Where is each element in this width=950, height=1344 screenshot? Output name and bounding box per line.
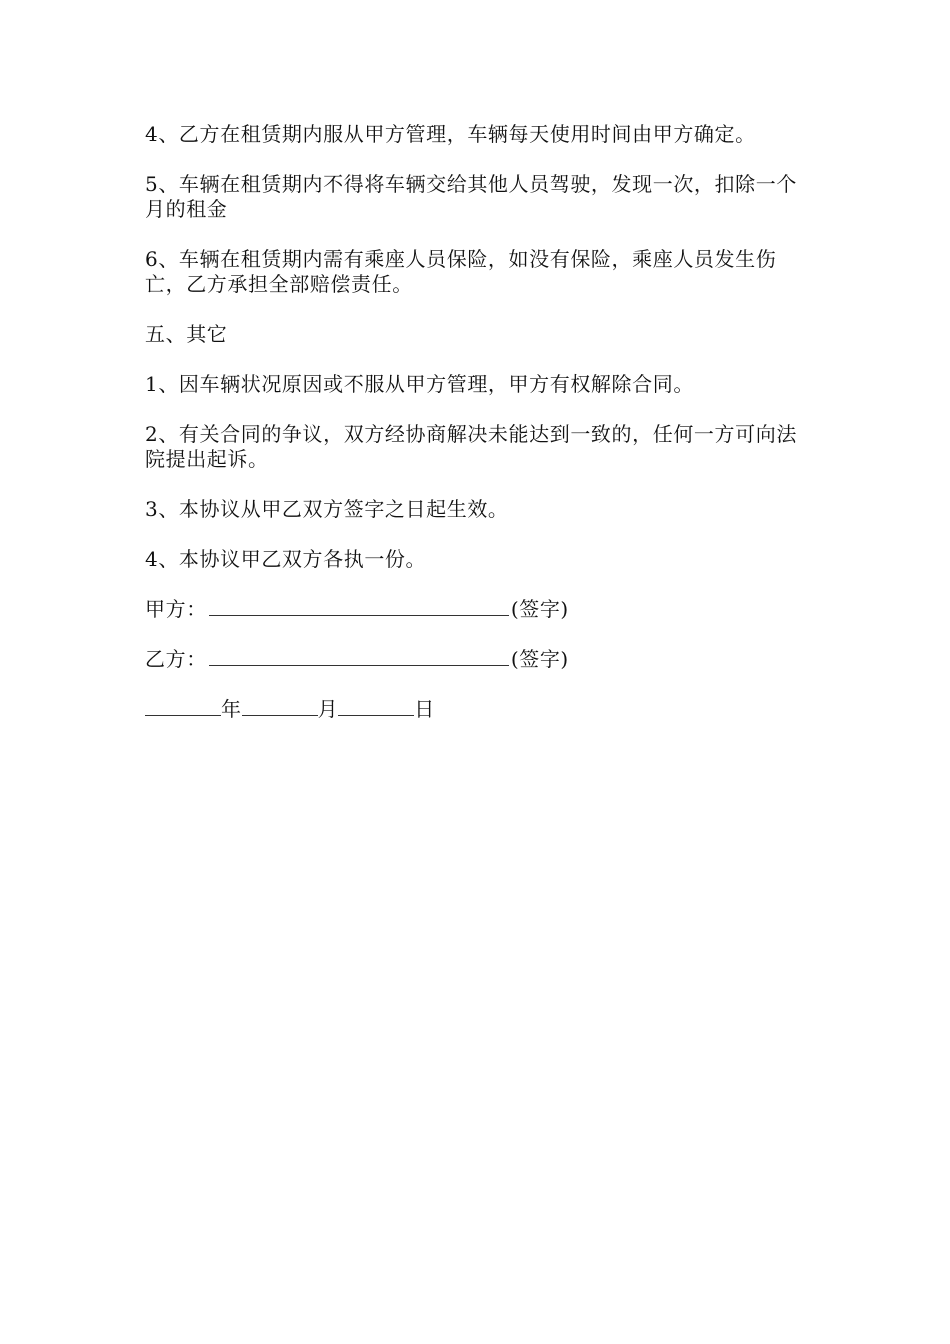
party-b-label: 乙方： — [145, 647, 207, 671]
year-blank[interactable] — [145, 697, 221, 716]
party-a-signature-line[interactable] — [209, 597, 509, 616]
clause-4-6: 6、车辆在租赁期内需有乘座人员保险，如没有保险，乘座人员发生伤亡，乙方承担全部赔偿责任。 — [145, 247, 777, 296]
party-a-signature-row — [145, 597, 807, 622]
document-body — [145, 122, 807, 747]
clause-5-1: 1、因车辆状况原因或不服从甲方管理，甲方有权解除合同。 — [145, 372, 694, 396]
clause-5-4: 4、本协议甲乙双方各执一份。 — [145, 547, 427, 571]
day-label: 日 — [414, 697, 435, 721]
party-b-sign-note: (签字) — [510, 647, 569, 671]
party-a-sign-note: (签字) — [510, 597, 569, 621]
party-b-signature-line[interactable] — [209, 647, 509, 666]
month-label: 月 — [317, 697, 339, 721]
month-blank[interactable] — [242, 697, 318, 716]
clause-5-2: 2、有关合同的争议，双方经协商解决未能达到一致的，任何一方可向法院提出起诉。 — [145, 422, 797, 471]
year-label: 年 — [221, 697, 242, 721]
day-blank[interactable] — [338, 697, 414, 716]
clause-4-5: 5、车辆在租赁期内不得将车辆交给其他人员驾驶，发现一次，扣除一个月的租金 — [145, 172, 797, 221]
clause-4-4: 4、乙方在租赁期内服从甲方管理，车辆每天使用时间由甲方确定。 — [145, 122, 756, 146]
date-row — [145, 697, 807, 722]
section-5-heading: 五、其它 — [145, 322, 228, 346]
party-b-signature-row — [145, 647, 807, 672]
party-a-label: 甲方： — [145, 597, 207, 621]
clause-5-3: 3、本协议从甲乙双方签字之日起生效。 — [145, 497, 509, 521]
